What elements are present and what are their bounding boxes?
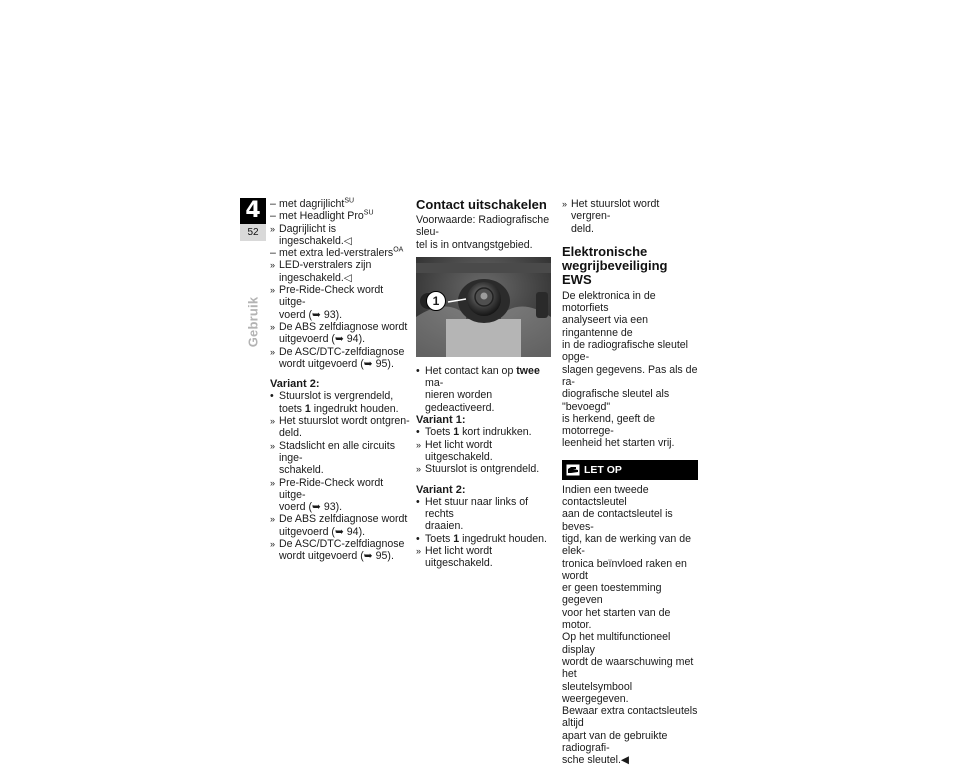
arrow-marker: »	[270, 285, 276, 296]
item-text: Het stuur naar links of rechts	[425, 495, 529, 521]
list-item	[270, 390, 410, 415]
para-line: apart van de gebruikte radiografi-	[562, 729, 668, 754]
item-text: Toets	[425, 532, 454, 545]
item-text: kort indrukken.	[459, 426, 532, 439]
item-text: deld.	[571, 222, 594, 235]
item-text: ma-	[425, 377, 444, 390]
bullet-marker: •	[416, 426, 420, 439]
list-item	[270, 284, 410, 321]
arrow-marker: »	[562, 199, 568, 209]
list-item	[416, 533, 550, 545]
item-text: Het licht wordt uitgeschakeld.	[425, 545, 493, 570]
intro-line: tel is in ontvangstgebied.	[416, 238, 533, 251]
item-text: voerd (	[279, 308, 312, 321]
list-item	[562, 198, 698, 235]
key-number: 1	[304, 402, 311, 415]
para-line: analyseert via een ringantenne de	[562, 314, 648, 339]
page-ref-icon: ➥	[334, 525, 344, 538]
column-3	[562, 198, 698, 767]
para-line: Bewaar extra contactsleutels altijd	[562, 705, 698, 730]
item-text: draaien.	[425, 520, 464, 533]
list-item	[416, 365, 550, 414]
display-paragraph	[562, 631, 698, 705]
emphasis-text: twee	[516, 364, 540, 377]
arrow-marker: »	[270, 260, 276, 271]
intro-text	[416, 214, 550, 251]
title-line: wegrijbeveiliging EWS	[562, 257, 668, 287]
key-number: 1	[453, 426, 460, 439]
end-of-section-icon: ◀	[620, 754, 630, 767]
ignition-photo	[416, 257, 551, 357]
superscript: OA	[393, 246, 404, 254]
chapter-tab	[240, 198, 266, 241]
para-line: Indien een tweede contactsleutel	[562, 483, 649, 509]
para-line: diografische sleutel als "bevoegd"	[562, 388, 670, 413]
item-text: toets	[279, 402, 305, 415]
list-item	[416, 496, 550, 533]
arrow-marker: »	[416, 464, 422, 475]
list-item	[270, 346, 410, 371]
para-line: Op het multifunctioneel display	[562, 631, 671, 656]
ews-paragraph	[562, 290, 698, 450]
list-item	[270, 477, 410, 514]
section-title: Contact uitschakelen	[416, 197, 547, 212]
item-text: uitgevoerd (	[279, 525, 335, 538]
item-text: met Headlight Pro	[279, 210, 364, 223]
para-line: sche sleutel.	[562, 754, 621, 767]
warning-box	[562, 460, 698, 480]
page-ref-icon: ➥	[363, 357, 373, 370]
bullet-marker: •	[416, 495, 420, 508]
arrow-marker: »	[270, 539, 276, 550]
chapter-number: 4	[240, 198, 266, 224]
column-2	[416, 198, 550, 570]
superscript: SU	[363, 209, 374, 217]
arrow-marker: »	[270, 416, 276, 427]
warning-paragraph	[562, 484, 698, 632]
item-text: Het licht wordt uitgeschakeld.	[425, 438, 493, 463]
item-text: wordt uitgevoerd (	[279, 550, 364, 563]
para-line: sleutelsymbool weergegeven.	[562, 680, 633, 705]
dash-marker: –	[270, 210, 276, 223]
arrow-marker: »	[416, 546, 422, 557]
item-text: 95).	[372, 550, 394, 563]
para-line: is herkend, geeft de motorrege-	[562, 412, 656, 438]
bullet-marker: •	[416, 532, 420, 545]
item-text: 94).	[343, 525, 366, 538]
section-label	[238, 262, 268, 382]
list-item	[270, 415, 410, 440]
para-line: tronica beïnvloed raken en wordt	[562, 557, 687, 582]
item-text: De ASC/DTC-zelfdiagnose	[279, 345, 405, 358]
page-number: 52	[240, 224, 266, 241]
item-text: Het contact kan op	[425, 364, 517, 377]
superscript: SU	[344, 197, 355, 205]
para-line: leenheid het starten vrij.	[562, 437, 675, 450]
arrow-marker: »	[270, 477, 276, 488]
page-ref-icon: ➥	[363, 550, 373, 563]
arrow-marker: »	[270, 514, 276, 525]
item-text: nieren worden gedeactiveerd.	[425, 389, 495, 414]
list-item	[416, 439, 550, 464]
item-text: Het stuurslot wordt ontgren-	[279, 415, 410, 428]
arrow-marker: »	[270, 321, 276, 332]
item-text: ingedrukt houden.	[459, 532, 547, 545]
para-line: slagen gegevens. Pas als de ra-	[562, 363, 698, 388]
callout-1: 1	[426, 291, 446, 311]
intro-line: Voorwaarde: Radiografische sleu-	[416, 214, 550, 239]
section-label-text: Gebruik	[245, 296, 261, 348]
list-item	[270, 538, 410, 563]
arrow-marker: »	[270, 440, 276, 451]
para-line: er geen toestemming gegeven	[562, 582, 662, 607]
para-line: tigd, kan de werking van de elek-	[562, 532, 691, 558]
list-item	[270, 513, 410, 538]
item-text: De ABS zelfdiagnose wordt	[279, 320, 408, 333]
dash-marker: –	[270, 247, 276, 260]
item-text: ingedrukt houden.	[310, 402, 399, 415]
list-item	[270, 259, 410, 284]
item-text: Stadslicht en alle circuits inge-	[279, 439, 395, 464]
item-text: 95).	[372, 357, 394, 370]
list-item	[270, 210, 410, 222]
list-item	[416, 426, 550, 438]
variant-heading: Variant 2:	[270, 378, 320, 391]
warning-label: LET OP	[584, 463, 622, 476]
item-text: Stuurslot is vergrendeld,	[279, 390, 394, 403]
list-item	[270, 223, 410, 248]
para-line: aan de contactsleutel is beves-	[562, 508, 673, 533]
para-line: wordt de waarschuwing met het	[562, 655, 694, 681]
item-text: wordt uitgevoerd (	[279, 357, 364, 370]
item-text: met extra led-verstralers	[279, 247, 394, 260]
para-line: voor het starten van de motor.	[562, 606, 671, 632]
list-item	[416, 545, 550, 570]
list-item	[270, 247, 410, 259]
list-item	[416, 463, 550, 475]
para-line: in de radiografische sleutel opge-	[562, 339, 689, 364]
item-text: deld.	[279, 427, 302, 440]
page-ref-icon: ➥	[334, 333, 344, 346]
item-text: schakeld.	[279, 464, 324, 477]
column-1	[270, 198, 410, 563]
item-text: uitgevoerd (	[279, 333, 335, 346]
title-line: Elektronische	[562, 243, 648, 259]
list-item	[270, 440, 410, 477]
para-line: De elektronica in de motorfiets	[562, 289, 656, 315]
item-text: Pre-Ride-Check wordt uitge-	[279, 476, 384, 501]
hand-warning-icon	[566, 464, 580, 476]
item-text: 93).	[320, 501, 343, 514]
arrow-marker: »	[416, 439, 422, 450]
list-item	[270, 198, 410, 210]
section-title	[562, 245, 698, 287]
item-text: met dagrijlicht	[279, 198, 345, 210]
bullet-marker: •	[270, 390, 274, 403]
arrow-marker: »	[270, 223, 276, 234]
page-ref-icon: ➥	[311, 501, 321, 514]
arrow-marker: »	[270, 346, 276, 357]
item-text: Het stuurslot wordt vergren-	[571, 198, 660, 223]
item-text: LED-verstralers zijn	[279, 259, 372, 272]
variant-heading: Variant 2:	[416, 483, 466, 496]
item-text: Stuurslot is ontgrendeld.	[425, 463, 540, 476]
item-text: 94).	[343, 333, 366, 346]
item-text: Pre-Ride-Check wordt uitge-	[279, 284, 384, 309]
list-item	[270, 321, 410, 346]
item-text: De ABS zelfdiagnose wordt	[279, 513, 408, 526]
variant-heading: Variant 1:	[416, 414, 466, 427]
item-text: Toets	[425, 426, 454, 439]
item-text: ingeschakeld.◁	[279, 271, 352, 284]
page-ref-icon: ➥	[311, 308, 321, 321]
dash-marker: –	[270, 198, 276, 210]
storage-paragraph	[562, 705, 698, 766]
item-text: voerd (	[279, 501, 312, 514]
item-text: De ASC/DTC-zelfdiagnose	[279, 538, 405, 551]
item-text: 93).	[320, 308, 343, 321]
bullet-marker: •	[416, 364, 420, 377]
item-text: Dagrijlicht is ingeschakeld.◁	[279, 222, 352, 247]
key-number: 1	[453, 532, 460, 545]
